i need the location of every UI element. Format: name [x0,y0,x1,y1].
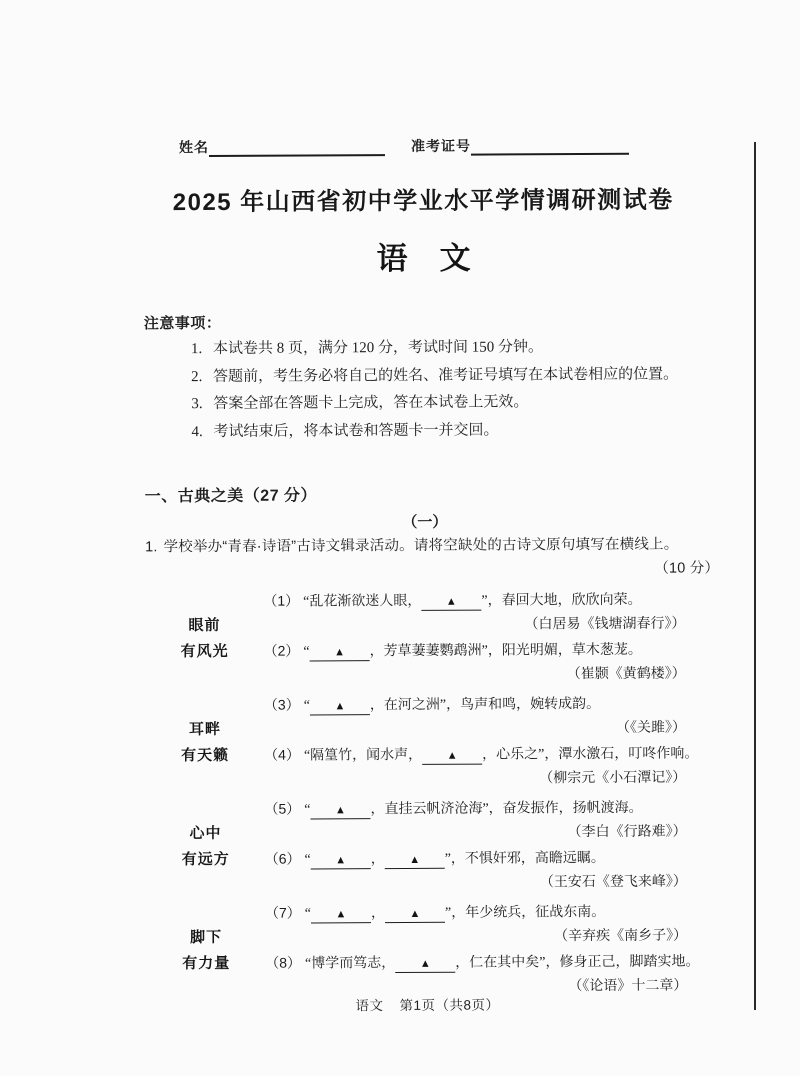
group-items [264,690,707,792]
source-attribution: （李白《行路难》） [567,824,687,841]
subject-char-1: 语 [376,240,408,277]
section-heading: 一、古典之美（27 分） [144,487,318,506]
group-label-line1: 心中 [189,824,222,843]
footer-subject: 语文 [355,998,384,1014]
name-label: 姓名 [178,138,209,156]
group-label-line1: 脚下 [190,928,223,947]
question-text: “博学而笃志， ▲ ，仁在其中矣”，修身正己，脚踏实地。 [304,954,700,972]
group-items [263,586,706,688]
question-item-number: （7） [264,904,301,921]
name-blank-line [209,137,385,157]
question-line [264,636,706,664]
group-label-line1: 眼前 [188,616,221,635]
page-content [142,0,720,1005]
group-label-line2: 有远方 [181,850,230,869]
answer-blank: ▲ [310,699,370,715]
page-footer [147,992,707,1015]
ticket-number-label: 准考证号 [410,137,471,154]
source-attribution: （柳宗元《小石潭记》） [539,770,687,787]
question-line [265,898,707,926]
answer-blank: ▲ [310,803,370,819]
group-label-line1: 耳畔 [188,720,222,739]
notice-list [144,333,705,446]
question-text: “隔篁竹，闻水声， ▲ ，心乐之”，潭水激石，叮咚作响。 [303,746,699,764]
question-line [264,794,706,822]
source-attribution: （《关雎》） [615,720,687,736]
question-line [265,844,707,872]
notice-section [144,309,705,446]
question-score: （10 分） [654,560,720,577]
question-intro-text: 学校举办“青春·诗语”古诗文辑录活动。请将空缺处的古诗文原句填写在横线上。 [163,536,679,556]
group-label [146,693,265,794]
question-group [147,898,708,1001]
answer-blank: ▲ [310,645,370,661]
question-text: “ ▲ ，直挂云帆济沧海”，奋发振作，扬帆渡海。 [304,800,643,818]
group-items [265,898,708,1000]
source-attribution: （崔颢《黄鹤楼》） [566,666,686,683]
question-item-number: （2） [263,642,300,659]
source-attribution: （《论语》十二章） [568,978,688,995]
notice-item: 2. 答题前，考生务必将自己的姓名、准考证号填写在本试卷相应的位置。 [206,361,704,391]
question-text: “ ▲ ，在河之洲”，鸟声和鸣，婉转成韵。 [303,696,601,714]
notice-item: 4. 考试结束后，将本试卷和答题卡一并交回。 [206,416,704,446]
group-label-line2: 有天籁 [181,746,230,765]
question-text: “ ▲ ，芳草萋萋鹦鹉洲”，阳光明媚，草木葱茏。 [303,642,642,660]
question-group [146,690,707,793]
question-text: “ ▲ ， ▲ ”，年少统兵，征战东南。 [304,904,606,922]
group-label [146,797,265,898]
notice-item: 1. 本试卷共 8 页，满分 120 分，考试时间 150 分钟。 [206,333,704,363]
group-items [264,794,707,896]
group-label [147,901,266,1002]
question-line [264,740,706,768]
answer-blank: ▲ [385,853,445,869]
exam-title: 2025 年山西省初中学业水平学情调研测试卷 [172,186,674,217]
question-item-number: （1） [263,592,300,609]
question-item-number: （3） [263,696,300,713]
question-item-number: （5） [264,800,301,817]
notice-heading: 注意事项： [143,314,222,333]
question-group [146,794,707,897]
footer-page-info: 第1页（共8页） [399,997,500,1014]
question-text: “乱花渐欲迷人眼， ▲ ”，春回大地，欣欣向荣。 [303,592,642,610]
question-item-number: （8） [265,954,302,971]
notice-item: 3. 答案全部在答题卡上完成，答在本试卷上无效。 [206,388,704,418]
answer-blank: ▲ [311,853,371,869]
question-groups [145,586,707,1001]
question-line [265,948,707,976]
answer-blank: ▲ [395,957,455,973]
candidate-info-row [143,134,703,157]
question-group [145,586,706,689]
group-label [145,589,264,690]
question-number: 1. [145,539,158,556]
subject-char-2: 文 [439,240,471,276]
question-line [264,690,706,718]
group-label-line2: 有力量 [182,954,231,973]
ticket-number-blank-line [471,136,629,156]
source-attribution: （王安石《登飞来峰》） [539,874,687,891]
question-item-number: （6） [264,850,301,867]
source-attribution: （辛弃疾《南乡子》） [554,928,688,945]
subject-title [143,231,703,279]
source-attribution: （白居易《钱塘湖春行》） [524,616,686,633]
answer-blank: ▲ [422,749,482,765]
question-line [263,586,705,614]
question-intro-line [145,532,720,583]
answer-blank: ▲ [421,595,481,611]
part-label: （一） [402,513,448,531]
group-label-line2: 有风光 [180,642,229,661]
question-item-number: （4） [264,746,300,763]
answer-blank: ▲ [385,907,445,923]
answer-blank: ▲ [311,907,371,923]
question-text: “ ▲ ， ▲ ”，不惧奸邪，高瞻远瞩。 [304,850,605,868]
